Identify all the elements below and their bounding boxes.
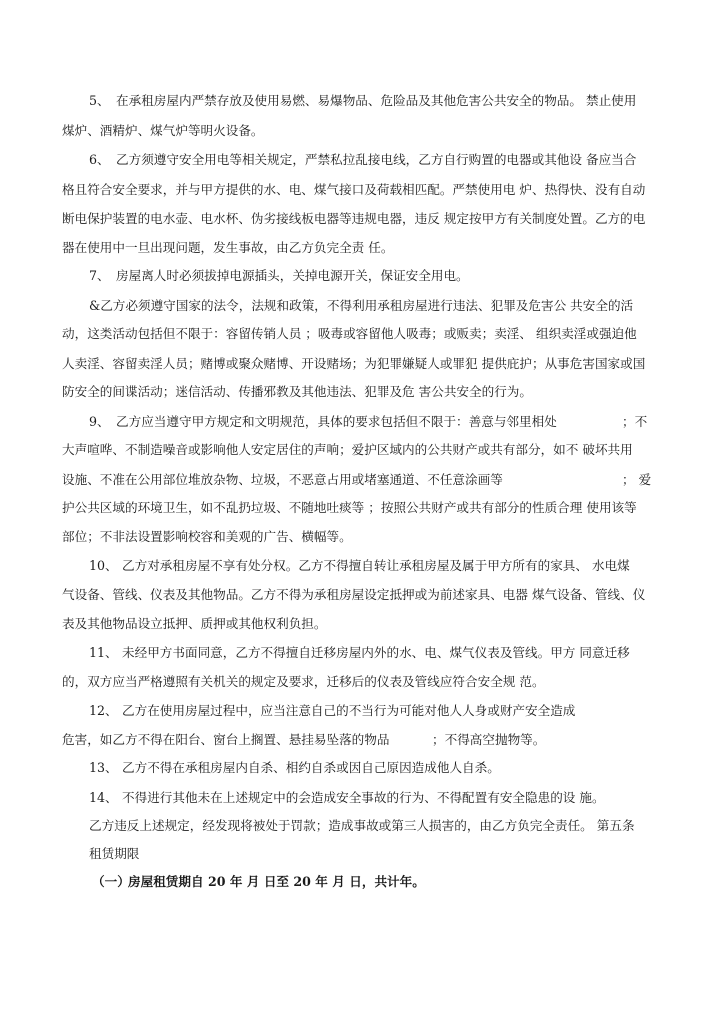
clause-text: 大声喧哗、不制造噪音或影响他人安定居住的声响；爱护区域内的公共财产或共有部分，如不 破坏共用 bbox=[62, 442, 633, 457]
clause-text: 乙方在使用房屋过程中，应当注意自己的不当行为可能对他人人身或财产安全造成 bbox=[122, 703, 576, 718]
clause-text: 设施、不准在公用部位堆放杂物、垃圾，不恶意占用或堵塞通道、不任意涂画等 bbox=[62, 472, 503, 487]
clause-text: 人卖淫、容留卖淫人员；赌博或聚众赌博、开设赌场；为犯罪嫌疑人或罪犯 提供庇护；从事危害国家或国 bbox=[62, 356, 646, 371]
clause-number: 12、 bbox=[89, 703, 118, 718]
clause-text: 防安全的间谍活动；迷信活动、传播邪教及其他违法、犯罪及危 害公共安全的行为。 bbox=[62, 384, 532, 399]
clause-text: 租赁期限 bbox=[89, 846, 140, 861]
clause-text: 护公共区域的环境卫生，如不乱扔垃圾、不随地吐痰等 ；按照公共财产或共有部分的性质合理 使用该等 bbox=[62, 500, 637, 515]
clause-text: 格且符合安全要求，并与甲方提供的水、电、煤气接口及荷载相匹配。严禁使用电 炉、热得快、没有自动 bbox=[62, 182, 646, 197]
clause-text: 表及其他物品设立抵押、质押或其他权利负担。 bbox=[62, 616, 327, 631]
clause-number: 5、 bbox=[89, 93, 110, 108]
clause-text: 在承租房屋内严禁存放及使用易燃、易爆物品、危险品及其他危害公共安全的物品。 禁止使用 bbox=[116, 93, 637, 108]
clause-text: 乙方须遵守安全用电等相关规定，严禁私拉乱接电线，乙方自行购置的电器或其他设 备应当合 bbox=[116, 152, 637, 167]
clause-text: 部位；不非法设置影响校容和美观的广告、横幅等。 bbox=[62, 529, 352, 544]
clause-text: 乙方对承租房屋不享有处分权。乙方不得擅自转让承租房屋及属于甲方所有的家具、 水电煤 bbox=[122, 558, 630, 573]
clause-text: 气设备、管线、仪表及其他物品。乙方不得为承租房屋设定抵押或为前述家具、电器 煤气设备、管线、仪 bbox=[62, 587, 646, 602]
clause-text: 断电保护装置的电水壶、电水杯、伪劣接线板电器等违规电器，违反 规定按甲方有关制度处置。乙方的电 bbox=[62, 211, 646, 226]
clause-number: 7、 bbox=[89, 268, 110, 283]
clause-text: 未经甲方书面同意，乙方不得擅自迁移房屋内外的水、电、煤气仪表及管线。甲方 同意迁移 bbox=[122, 645, 630, 660]
clause-number: 14、 bbox=[89, 790, 118, 805]
clause-text: 房屋离人时必须拔掉电源插头，关掉电源开关，保证安全用电。 bbox=[116, 268, 469, 283]
clause-text: 的，双方应当严格遵照有关机关的规定及要求，迁移后的仪表及管线应符合安全规 范。 bbox=[62, 674, 545, 689]
clause-text: 不得进行其他未在上述规定中的会造成安全事故的行为、不得配置有安全隐患的设 施。 bbox=[122, 790, 605, 805]
clause-text-tail: ；不 bbox=[622, 414, 648, 429]
clause-text: 危害，如乙方不得在阳台、窗台上搁置、悬挂易坠落的物品 bbox=[62, 732, 390, 747]
clause-text: 乙方违反上述规定，经发现将被处于罚款；造成事故或第三人损害的，由乙方负完全责任。 第五条 bbox=[89, 818, 635, 833]
clause-number: 10、 bbox=[89, 558, 118, 573]
clause-text: 器在使用中一旦出现问题，发生事故，由乙方负完全责 任。 bbox=[62, 240, 394, 255]
clause-text: 煤炉、酒精炉、煤气炉等明火设备。 bbox=[62, 123, 264, 138]
clause-text: 乙方应当遵守甲方规定和文明规范，具体的要求包括但不限于：善意与邻里相处 bbox=[116, 414, 557, 429]
clause-text: 乙方不得在承租房屋内自杀、相约自杀或因自己原因造成他人自杀。 bbox=[122, 760, 500, 775]
clause-text-tail: ； 爱 bbox=[622, 472, 652, 487]
clause-text-tail: ；不得高空抛物等。 bbox=[432, 732, 546, 747]
clause-text: 动，这类活动包括但不限于：容留传销人员 ；吸毒或容留他人吸毒；或贩卖；卖淫、 组织卖淫或强迫他 bbox=[62, 326, 637, 341]
clause-text: 房屋租赁期自 20 年 月 日至 20 年 月 日，共计年。 bbox=[128, 874, 425, 889]
clause-number: （一） bbox=[92, 874, 130, 889]
clause-number: 6、 bbox=[89, 152, 110, 167]
clause-number: 13、 bbox=[89, 760, 118, 775]
clause-text: &乙方必须遵守国家的法令，法规和政策，不得利用承租房屋进行违法、犯罪及危害公 共安全的活 bbox=[89, 298, 634, 313]
clause-number: 11、 bbox=[89, 645, 118, 660]
clause-number: 9、 bbox=[89, 414, 110, 429]
